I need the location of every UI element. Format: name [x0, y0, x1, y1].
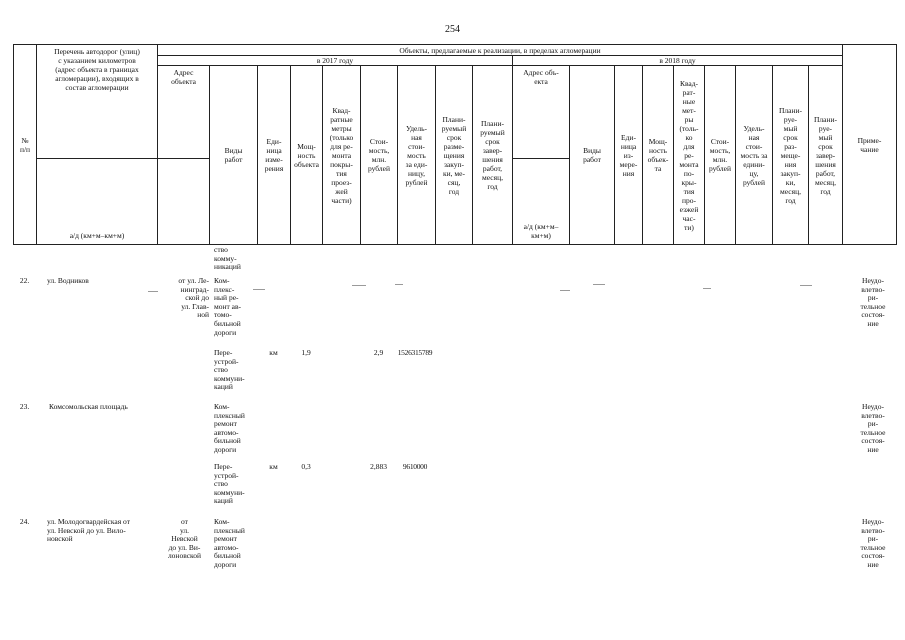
- col-2018-address-sub: а/д (км+м– км+м): [513, 159, 570, 245]
- col-2018-unit: Еди- ница из- мере- ния: [615, 66, 643, 245]
- col-2018-sqm: Квад- рат- ные мет- ры (толь- ко для ре- монта по- кры- тия про- езжей час- ти): [674, 66, 705, 245]
- page-number: 254: [445, 24, 460, 35]
- col-2018-work: Виды работ: [570, 66, 615, 245]
- col-2018-plan-finish: Плани- руе- мый срок завер- шения работ, месяц, год: [809, 66, 843, 245]
- scan-smudge: [703, 288, 711, 289]
- scan-smudge: [395, 284, 403, 285]
- year-2018-header: в 2018 году: [513, 56, 843, 66]
- row-24-name: ул. Молодогвардейская от ул. Невской до ул. Вило- новской: [47, 517, 130, 544]
- scan-smudge: [800, 285, 812, 286]
- row-23-work-1: Ком- плексный ремонт автомо- бильной дороги: [214, 402, 245, 454]
- col-2017-sqm: Квад- ратные метры (только для ре- монта покры- тия проез- жей части): [323, 66, 361, 245]
- col-road-list-header: Перечень автодорог (улиц) с указанием километров (адрес объекта в границах агломерации), входящих в состав агломерации: [37, 45, 158, 159]
- row-22-name: ул. Водников: [47, 276, 89, 285]
- row-22-num: 22.: [19, 276, 30, 285]
- row-24-remark: Неудо- влетво- ри- тельное состоя- ние: [860, 517, 886, 569]
- col-2017-address-sub: [158, 159, 210, 245]
- row-24-work-1: Ком- плексный ремонт автомо- бильной дороги: [214, 517, 245, 569]
- objects-title: Объекты, предлагаемые к реализации, в пределах агломерации: [158, 45, 843, 56]
- col-2017-work: Виды работ: [210, 66, 258, 245]
- col-2017-unit-cost: Удель- ная стои- мость за еди- ницу, рублей: [398, 66, 436, 245]
- row-23-unit-cost: 9610000: [402, 462, 428, 471]
- row-22-cost: 2,9: [373, 348, 384, 357]
- col-num-header: № п/п: [14, 45, 37, 245]
- col-2018-power: Мощ- ность объек- та: [643, 66, 674, 245]
- row-22-power: 1,9: [301, 348, 311, 357]
- row-22-work-1: Ком- плекс- ный ре- монт ав- томо- бильной дороги: [214, 276, 242, 337]
- scan-smudge: [593, 284, 605, 285]
- scan-smudge: [253, 289, 265, 290]
- row-23-num: 23.: [19, 402, 30, 411]
- row-23-name: Комсомольская площадь: [49, 402, 128, 411]
- row-24-num: 24.: [19, 517, 30, 526]
- col-2018-plan-place: Плани- руе- мый срок раз- меще- ния закуп- ки, месяц, год: [773, 66, 809, 245]
- row-23-cost: 2,883: [370, 462, 387, 471]
- col-2017-power: Мощ- ность объекта: [291, 66, 323, 245]
- row-23-unit: км: [269, 462, 278, 471]
- col-remark-header: Приме- чание: [843, 45, 897, 245]
- row-23-remark: Неудо- влетво- ри- тельное состоя- ние: [860, 402, 886, 454]
- scan-smudge: [560, 290, 570, 291]
- row-23-work-2: Пере- устрой- ство коммуни- каций: [214, 462, 245, 506]
- header-table: [13, 44, 897, 245]
- col-2018-unit-cost: Удель- ная стои- мость за едини- цу, рублей: [736, 66, 773, 245]
- col-2018-cost: Стои- мость, млн. рублей: [705, 66, 736, 245]
- row-22-address: от ул. Ле- нинград- ской до ул. Глав- ной: [178, 276, 209, 320]
- row-22-unit-cost: 1526315789: [397, 348, 433, 357]
- year-2017-header: в 2017 году: [158, 56, 513, 66]
- row-22-remark: Неудо- влетво- ри- тельное состоя- ние: [860, 276, 886, 328]
- row-22-unit: км: [269, 348, 278, 357]
- col-2017-address: Адрес объекта: [158, 66, 210, 159]
- col-2017-unit: Еди- ница изме- рения: [258, 66, 291, 245]
- row-23-power: 0,3: [301, 462, 311, 471]
- col-2017-cost: Стои- мость, млн. рублей: [361, 66, 398, 245]
- row-24-address: от ул. Невской до ул. Ви- лоновской: [167, 517, 202, 561]
- row-22-work-2: Пере- устрой- ство коммуни- каций: [214, 348, 245, 392]
- scan-smudge: [352, 285, 366, 286]
- col-2018-address: Адрес объ- екта: [513, 66, 570, 159]
- carry-over-text: ство комму- никаций: [214, 245, 241, 272]
- col-2017-plan-finish: Плани- руемый срок завер- шения работ, месяц, год: [473, 66, 513, 245]
- col-road-sub-header: а/д (км+м–км+м): [37, 159, 158, 245]
- col-2017-plan-place: Плани- руемый срок разме- щения закуп- ки, ме- сяц, год: [436, 66, 473, 245]
